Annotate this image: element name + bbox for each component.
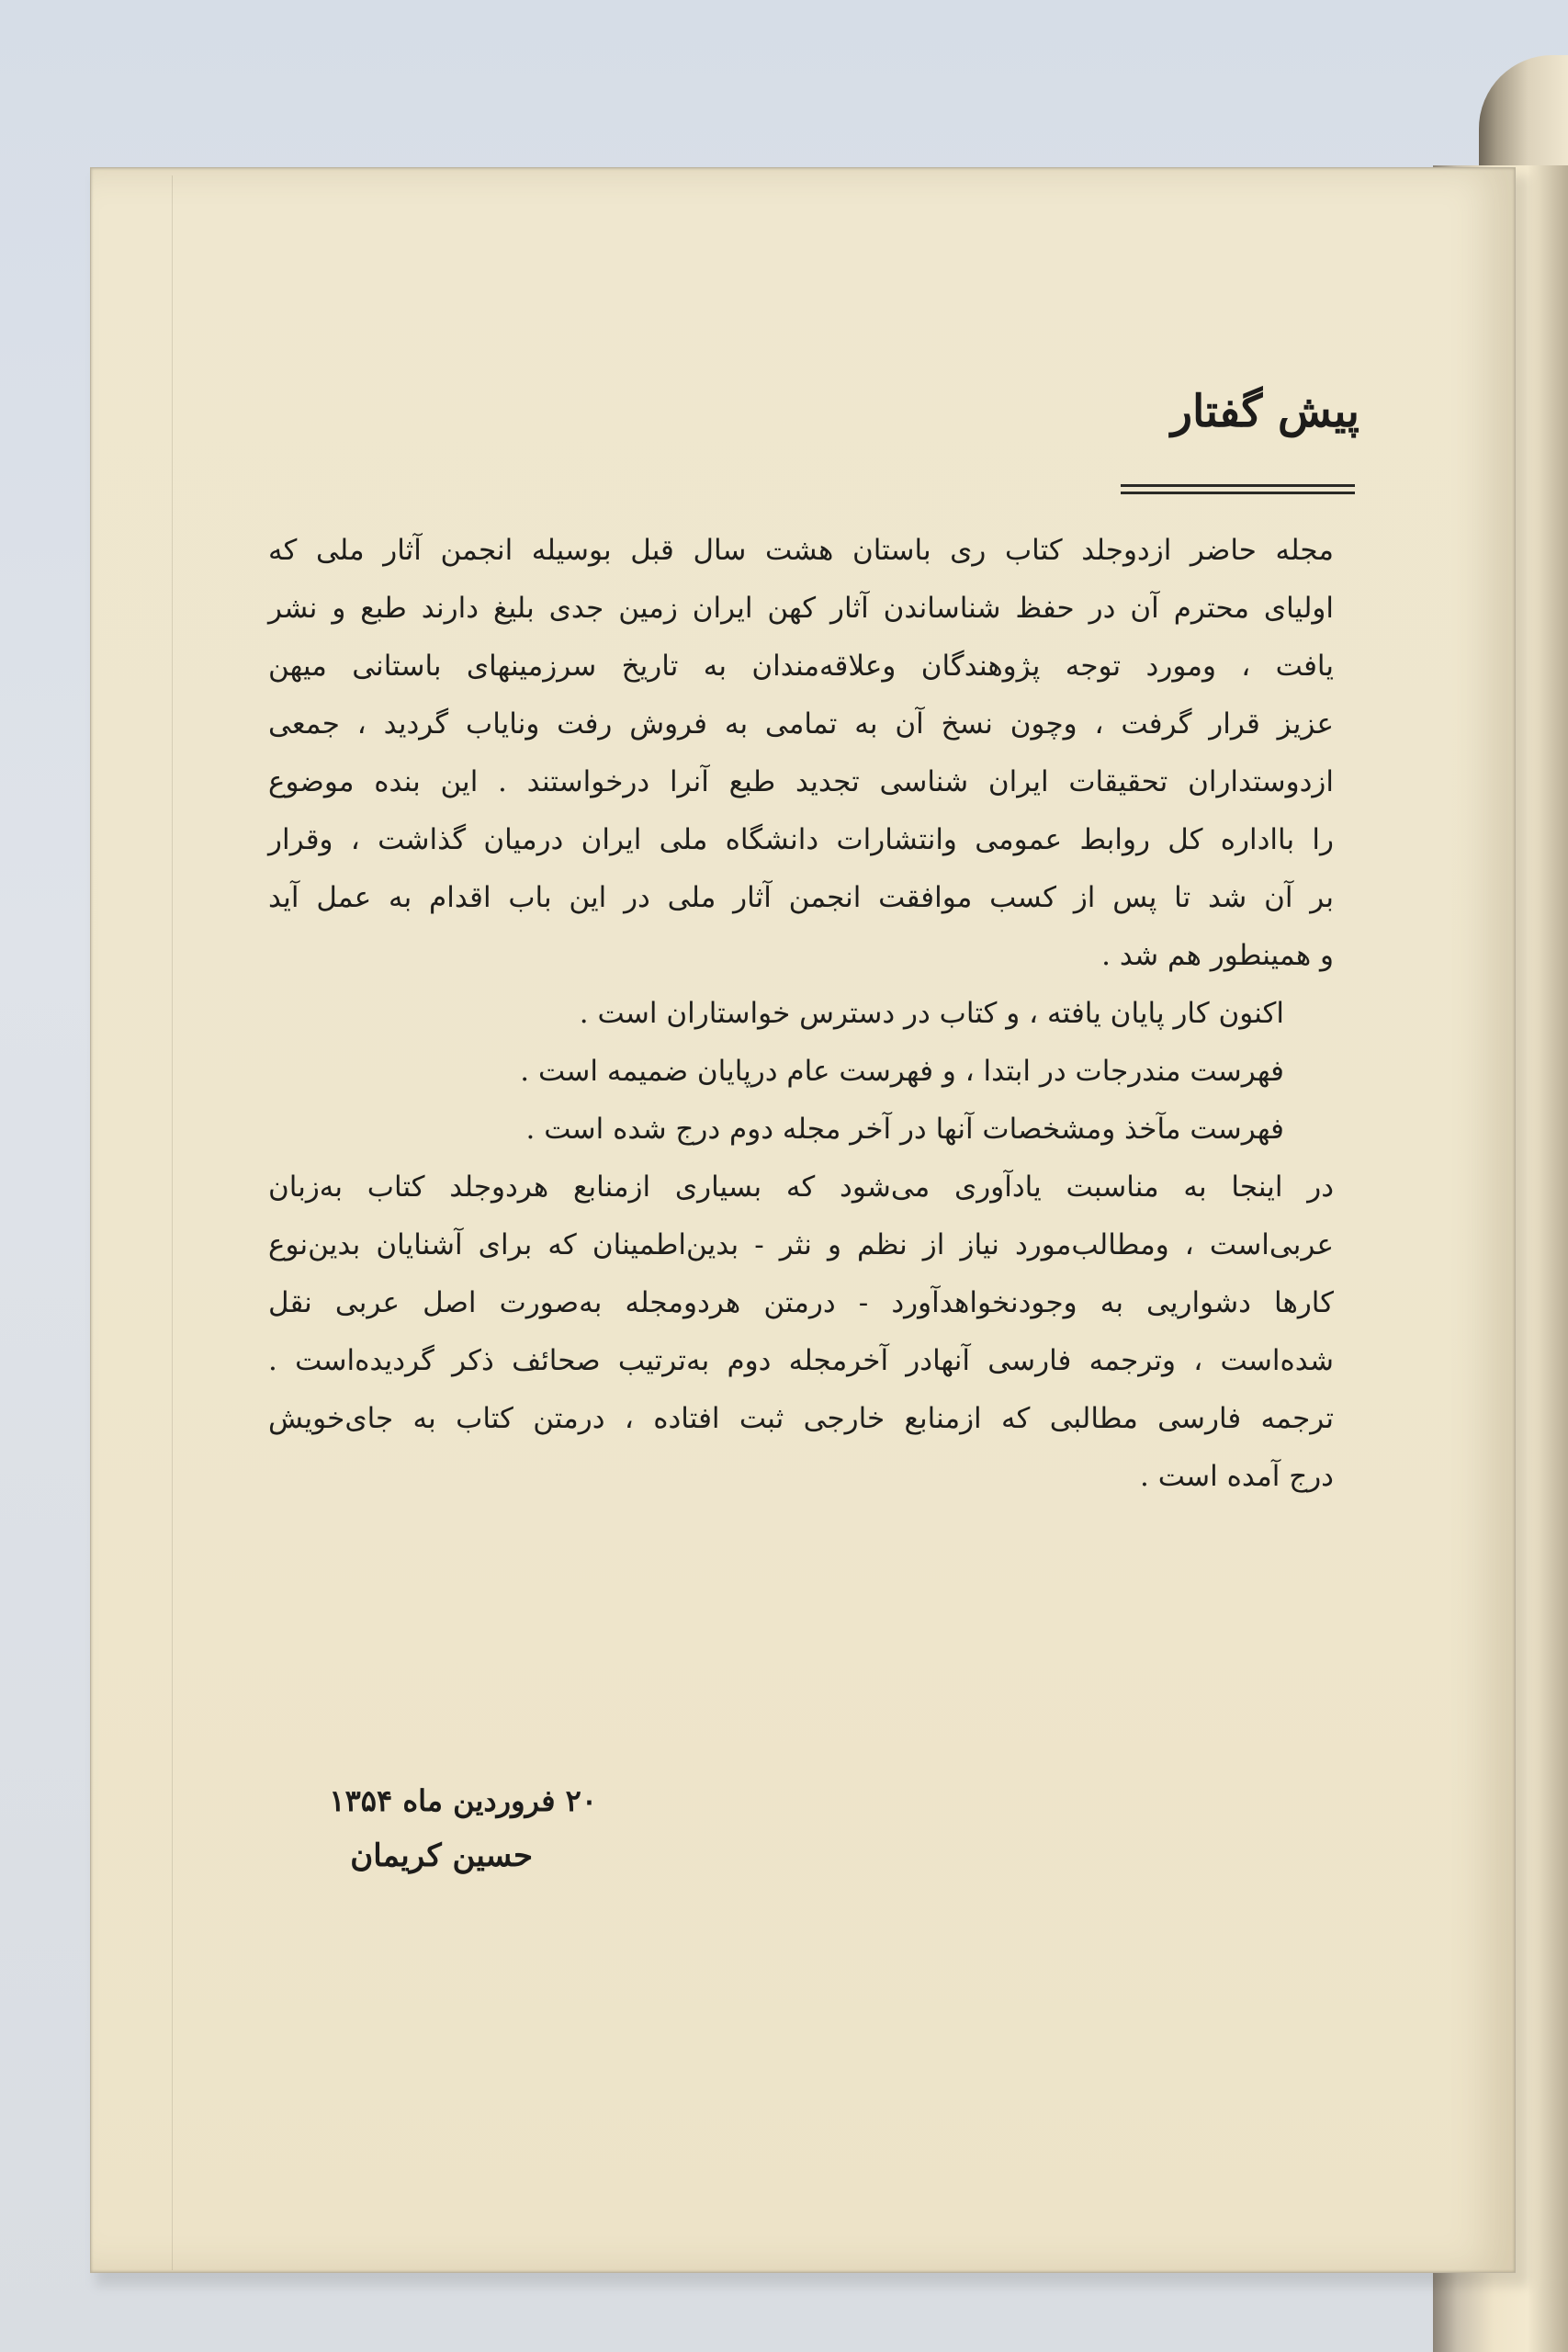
text-line: و همینطور هم شد . (1101, 939, 1334, 972)
text-line: فهرست مآخذ ومشخصات آنها در آخر مجله دوم درج شده است . (525, 1113, 1284, 1146)
text-line: اولیای محترم آن در حفظ شناساندن آثار کهن ایران زمین جدی بلیغ دارند طبع و نشر (268, 592, 1334, 625)
text-line: عزیز قرار گرفت ، وچون نسخ آن به تمامی به فروش رفت ونایاب گردید ، جمعی (268, 707, 1334, 741)
signature-date: ۲۰ فروردین ماه ۱۳۵۴ (329, 1783, 597, 1818)
heading-underline-top (1121, 484, 1355, 487)
preface-body (268, 522, 1334, 1506)
page-heading: پیش گفتار (1170, 386, 1359, 437)
text-line: بر آن شد تا پس از کسب موافقت انجمن آثار ملی در این باب اقدام به عمل آید (268, 881, 1334, 914)
text-line: مجله حاضر ازدوجلد کتاب ری باستان هشت سال قبل بوسیله انجمن آثار ملی که (268, 534, 1334, 567)
text-line: عربی‌است ، ومطالب‌مورد نیاز از نظم و نثر - بدین‌اطمینان که برای آشنایان بدین‌نوع (268, 1228, 1334, 1261)
text-line: درج آمده است . (1140, 1460, 1334, 1493)
text-line: را بااداره کل روابط عمومی وانتشارات دانشگاه ملی ایران درمیان گذاشت ، وقرار (268, 823, 1334, 856)
text-line: کارها دشواریی به وجودنخواهدآورد - درمتن هردومجله به‌صورت اصل عربی نقل (268, 1286, 1334, 1319)
text-line: فهرست مندرجات در ابتدا ، و فهرست عام درپایان ضمیمه است . (520, 1055, 1284, 1088)
signature-name: حسین کریمان (350, 1838, 533, 1874)
text-line: ترجمه فارسی مطالبی که ازمنابع خارجی ثبت افتاده ، درمتن کتاب به جای‌خویش (268, 1402, 1334, 1435)
text-line: ازدوستداران تحقیقات ایران شناسی تجدید طبع آنرا درخواستند . این بنده موضوع (268, 765, 1334, 798)
text-line: اکنون کار پایان یافته ، و کتاب در دسترس خواستاران است . (579, 997, 1284, 1030)
signature-block (294, 1773, 597, 1883)
heading-underline-bottom (1121, 492, 1355, 494)
text-line: یافت ، ومورد توجه پژوهندگان وعلاقه‌مندان به تاریخ سرزمینهای باستانی میهن (268, 650, 1334, 683)
text-line: شده‌است ، وترجمه فارسی آنهادر آخرمجله دوم به‌ترتیب صحائف ذکر گردیده‌است . (268, 1344, 1334, 1377)
text-line: در اینجا به مناسبت یادآوری می‌شود که بسیاری ازمنابع هردوجلد کتاب به‌زبان (268, 1170, 1334, 1204)
